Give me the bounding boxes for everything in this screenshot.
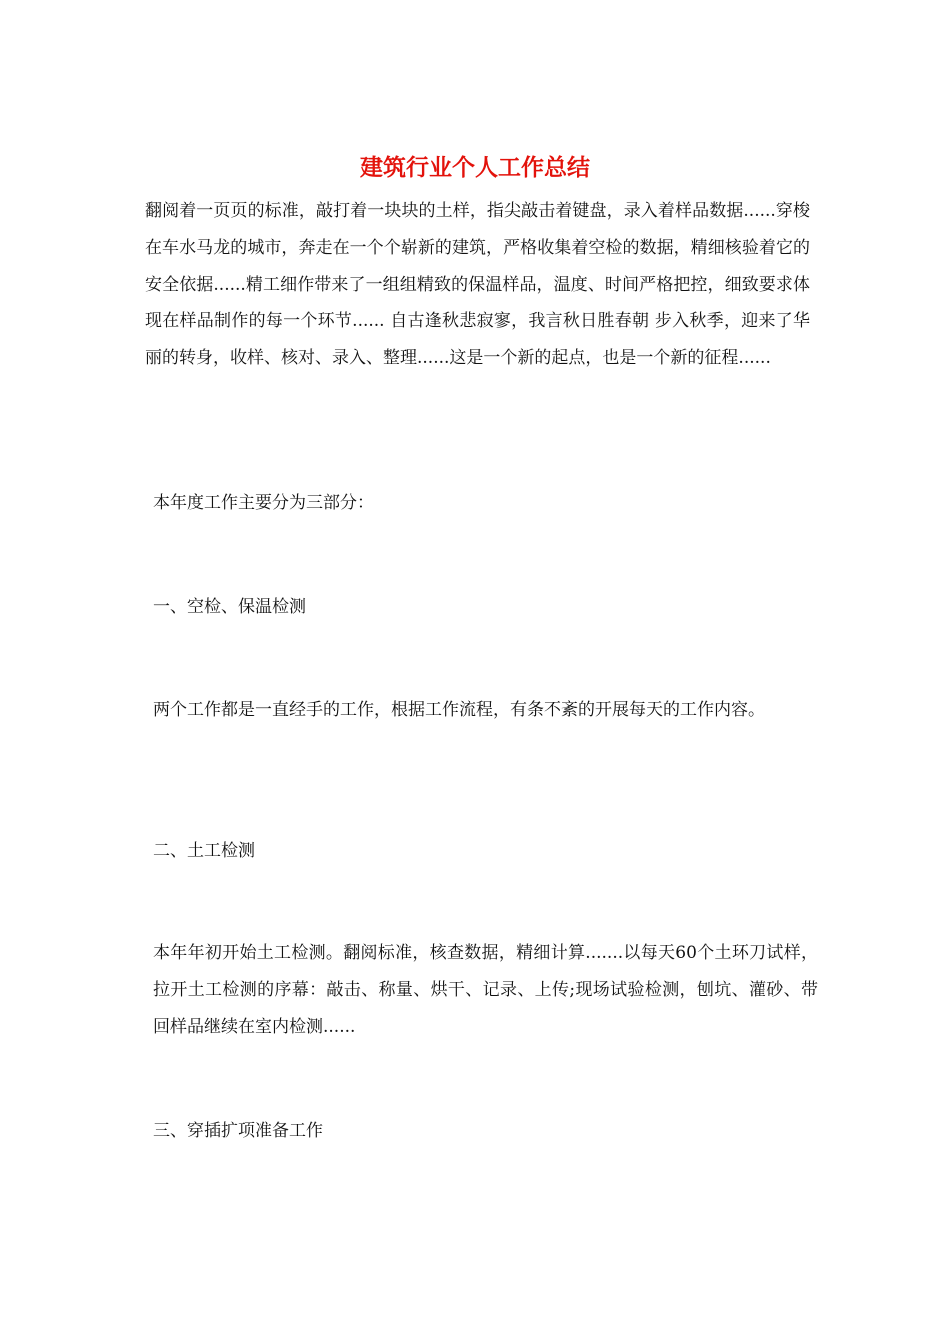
section-3-heading: 三、穿插扩项准备工作: [153, 1121, 323, 1141]
intro-paragraph: 翻阅着一页页的标准，敲打着一块块的土样，指尖敲击着键盘，录入着样品数据......穿梭在车水马龙的城市，奔走在一个个崭新的建筑，严格收集着空检的数据，精细核验着它的安全依据......精工细作带来了一组组精致的保温样品，温度、时间严格把控，细致要求体现在样品制作的每一个环节...... 自古逢秋悲寂寥，我言秋日胜春朝 步入秋季，迎来了华丽的转身，收样、核对、录入、整理......这是一个新的起点，也是一个新的征程......: [145, 201, 810, 369]
section-2-body: 本年年初开始土工检测。翻阅标准，核查数据，精细计算.......以每天60个土环刀试样，拉开土工检测的序幕：敲击、称量、烘干、记录、上传;现场试验检测，刨坑、灌砂、带回样品继续在室内检测......: [153, 943, 818, 1037]
section-2-heading: 二、土工检测: [153, 841, 255, 861]
section-1-heading: 一、空检、保温检测: [153, 597, 306, 617]
document-title: 建筑行业个人工作总结: [360, 154, 590, 181]
section-1-body: 两个工作都是一直经手的工作，根据工作流程，有条不紊的开展每天的工作内容。: [153, 700, 765, 720]
summary-paragraph: 本年度工作主要分为三部分：: [153, 493, 374, 513]
